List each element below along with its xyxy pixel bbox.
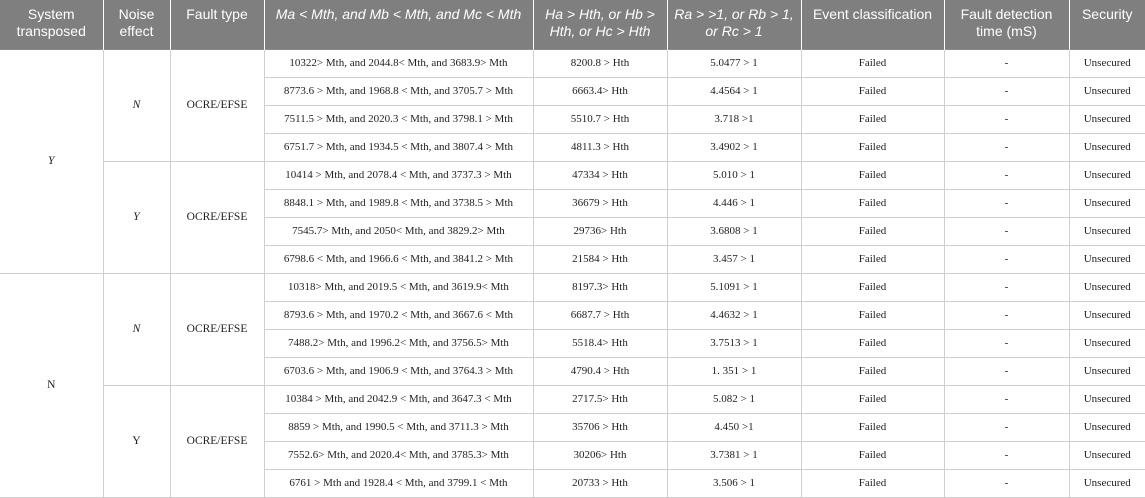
security-cell: Unsecured bbox=[1069, 49, 1145, 77]
event-cell: Failed bbox=[801, 441, 944, 469]
time-cell: - bbox=[944, 385, 1069, 413]
event-cell: Failed bbox=[801, 273, 944, 301]
r-condition-cell: 4.446 > 1 bbox=[667, 189, 801, 217]
m-condition-cell: 8848.1 > Mth, and 1989.8 < Mth, and 3738.5 > Mth bbox=[264, 189, 533, 217]
event-cell: Failed bbox=[801, 301, 944, 329]
r-condition-cell: 5.082 > 1 bbox=[667, 385, 801, 413]
h-condition-cell: 6687.7 > Hth bbox=[533, 301, 667, 329]
security-cell: Unsecured bbox=[1069, 77, 1145, 105]
r-condition-cell: 4.4564 > 1 bbox=[667, 77, 801, 105]
m-condition-cell: 10384 > Mth, and 2042.9 < Mth, and 3647.3 < Mth bbox=[264, 385, 533, 413]
security-cell: Unsecured bbox=[1069, 357, 1145, 385]
r-condition-cell: 3.7513 > 1 bbox=[667, 329, 801, 357]
h-condition-cell: 21584 > Hth bbox=[533, 245, 667, 273]
fault-type-cell: OCRE/EFSE bbox=[170, 49, 264, 161]
security-cell: Unsecured bbox=[1069, 133, 1145, 161]
time-cell: - bbox=[944, 49, 1069, 77]
time-cell: - bbox=[944, 189, 1069, 217]
time-cell: - bbox=[944, 245, 1069, 273]
header-system-transposed: System transposed bbox=[0, 0, 103, 49]
r-condition-cell: 5.1091 > 1 bbox=[667, 273, 801, 301]
m-condition-cell: 10414 > Mth, and 2078.4 < Mth, and 3737.3 > Mth bbox=[264, 161, 533, 189]
security-cell: Unsecured bbox=[1069, 441, 1145, 469]
event-cell: Failed bbox=[801, 161, 944, 189]
system-transposed-cell: Y bbox=[0, 49, 103, 273]
time-cell: - bbox=[944, 441, 1069, 469]
time-cell: - bbox=[944, 77, 1069, 105]
h-condition-cell: 4811.3 > Hth bbox=[533, 133, 667, 161]
event-cell: Failed bbox=[801, 49, 944, 77]
event-cell: Failed bbox=[801, 385, 944, 413]
event-cell: Failed bbox=[801, 105, 944, 133]
event-cell: Failed bbox=[801, 77, 944, 105]
h-condition-cell: 30206> Hth bbox=[533, 441, 667, 469]
r-condition-cell: 5.010 > 1 bbox=[667, 161, 801, 189]
fault-type-cell: OCRE/EFSE bbox=[170, 161, 264, 273]
security-cell: Unsecured bbox=[1069, 469, 1145, 497]
m-condition-cell: 8773.6 > Mth, and 1968.8 < Mth, and 3705.7 > Mth bbox=[264, 77, 533, 105]
m-condition-cell: 7545.7> Mth, and 2050< Mth, and 3829.2> Mth bbox=[264, 217, 533, 245]
noise-effect-cell: Y bbox=[103, 385, 170, 497]
h-condition-cell: 29736> Hth bbox=[533, 217, 667, 245]
event-cell: Failed bbox=[801, 413, 944, 441]
m-condition-cell: 10318> Mth, and 2019.5 < Mth, and 3619.9< Mth bbox=[264, 273, 533, 301]
security-cell: Unsecured bbox=[1069, 413, 1145, 441]
header-fault-detection-time: Fault detection time (mS) bbox=[944, 0, 1069, 49]
m-condition-cell: 7552.6> Mth, and 2020.4< Mth, and 3785.3> Mth bbox=[264, 441, 533, 469]
time-cell: - bbox=[944, 273, 1069, 301]
security-cell: Unsecured bbox=[1069, 385, 1145, 413]
header-row bbox=[0, 0, 1145, 49]
time-cell: - bbox=[944, 357, 1069, 385]
h-condition-cell: 4790.4 > Hth bbox=[533, 357, 667, 385]
header-m-condition: Ma < Mth, and Mb < Mth, and Mc < Mth bbox=[264, 0, 533, 49]
m-condition-cell: 8859 > Mth, and 1990.5 < Mth, and 3711.3 > Mth bbox=[264, 413, 533, 441]
noise-effect-cell: Y bbox=[103, 161, 170, 273]
event-cell: Failed bbox=[801, 217, 944, 245]
h-condition-cell: 47334 > Hth bbox=[533, 161, 667, 189]
r-condition-cell: 5.0477 > 1 bbox=[667, 49, 801, 77]
time-cell: - bbox=[944, 413, 1069, 441]
h-condition-cell: 35706 > Hth bbox=[533, 413, 667, 441]
header-security: Security bbox=[1069, 0, 1145, 49]
header-event-classification: Event classification bbox=[801, 0, 944, 49]
event-cell: Failed bbox=[801, 133, 944, 161]
header-r-condition: Ra > >1, or Rb > 1, or Rc > 1 bbox=[667, 0, 801, 49]
time-cell: - bbox=[944, 469, 1069, 497]
header-fault-type: Fault type bbox=[170, 0, 264, 49]
h-condition-cell: 8200.8 > Hth bbox=[533, 49, 667, 77]
h-condition-cell: 20733 > Hth bbox=[533, 469, 667, 497]
h-condition-cell: 8197.3> Hth bbox=[533, 273, 667, 301]
event-cell: Failed bbox=[801, 469, 944, 497]
m-condition-cell: 6761 > Mth and 1928.4 < Mth, and 3799.1 < Mth bbox=[264, 469, 533, 497]
time-cell: - bbox=[944, 161, 1069, 189]
security-cell: Unsecured bbox=[1069, 105, 1145, 133]
m-condition-cell: 6751.7 > Mth, and 1934.5 < Mth, and 3807.4 > Mth bbox=[264, 133, 533, 161]
h-condition-cell: 36679 > Hth bbox=[533, 189, 667, 217]
event-cell: Failed bbox=[801, 357, 944, 385]
security-cell: Unsecured bbox=[1069, 161, 1145, 189]
r-condition-cell: 1. 351 > 1 bbox=[667, 357, 801, 385]
table-row bbox=[0, 273, 1145, 301]
security-cell: Unsecured bbox=[1069, 189, 1145, 217]
time-cell: - bbox=[944, 329, 1069, 357]
header-noise-effect: Noise effect bbox=[103, 0, 170, 49]
r-condition-cell: 4.450 >1 bbox=[667, 413, 801, 441]
table-body bbox=[0, 49, 1145, 497]
noise-effect-cell: N bbox=[103, 49, 170, 161]
header-h-condition: Ha > Hth, or Hb > Hth, or Hc > Hth bbox=[533, 0, 667, 49]
r-condition-cell: 3.7381 > 1 bbox=[667, 441, 801, 469]
r-condition-cell: 3.4902 > 1 bbox=[667, 133, 801, 161]
m-condition-cell: 8793.6 > Mth, and 1970.2 < Mth, and 3667.6 < Mth bbox=[264, 301, 533, 329]
event-cell: Failed bbox=[801, 245, 944, 273]
time-cell: - bbox=[944, 301, 1069, 329]
time-cell: - bbox=[944, 133, 1069, 161]
security-cell: Unsecured bbox=[1069, 301, 1145, 329]
table-row bbox=[0, 161, 1145, 189]
r-condition-cell: 3.457 > 1 bbox=[667, 245, 801, 273]
time-cell: - bbox=[944, 217, 1069, 245]
h-condition-cell: 2717.5> Hth bbox=[533, 385, 667, 413]
system-transposed-cell: N bbox=[0, 273, 103, 497]
m-condition-cell: 10322> Mth, and 2044.8< Mth, and 3683.9> Mth bbox=[264, 49, 533, 77]
noise-effect-cell: N bbox=[103, 273, 170, 385]
r-condition-cell: 3.6808 > 1 bbox=[667, 217, 801, 245]
security-cell: Unsecured bbox=[1069, 217, 1145, 245]
fault-type-cell: OCRE/EFSE bbox=[170, 273, 264, 385]
m-condition-cell: 6798.6 < Mth, and 1966.6 < Mth, and 3841.2 > Mth bbox=[264, 245, 533, 273]
r-condition-cell: 4.4632 > 1 bbox=[667, 301, 801, 329]
r-condition-cell: 3.718 >1 bbox=[667, 105, 801, 133]
h-condition-cell: 5510.7 > Hth bbox=[533, 105, 667, 133]
fault-type-cell: OCRE/EFSE bbox=[170, 385, 264, 497]
security-cell: Unsecured bbox=[1069, 329, 1145, 357]
event-cell: Failed bbox=[801, 329, 944, 357]
time-cell: - bbox=[944, 105, 1069, 133]
event-cell: Failed bbox=[801, 189, 944, 217]
table-row bbox=[0, 385, 1145, 413]
m-condition-cell: 7511.5 > Mth, and 2020.3 < Mth, and 3798.1 > Mth bbox=[264, 105, 533, 133]
security-cell: Unsecured bbox=[1069, 245, 1145, 273]
r-condition-cell: 3.506 > 1 bbox=[667, 469, 801, 497]
security-cell: Unsecured bbox=[1069, 273, 1145, 301]
m-condition-cell: 7488.2> Mth, and 1996.2< Mth, and 3756.5> Mth bbox=[264, 329, 533, 357]
m-condition-cell: 6703.6 > Mth, and 1906.9 < Mth, and 3764.3 > Mth bbox=[264, 357, 533, 385]
h-condition-cell: 6663.4> Hth bbox=[533, 77, 667, 105]
table-row bbox=[0, 49, 1145, 77]
h-condition-cell: 5518.4> Hth bbox=[533, 329, 667, 357]
